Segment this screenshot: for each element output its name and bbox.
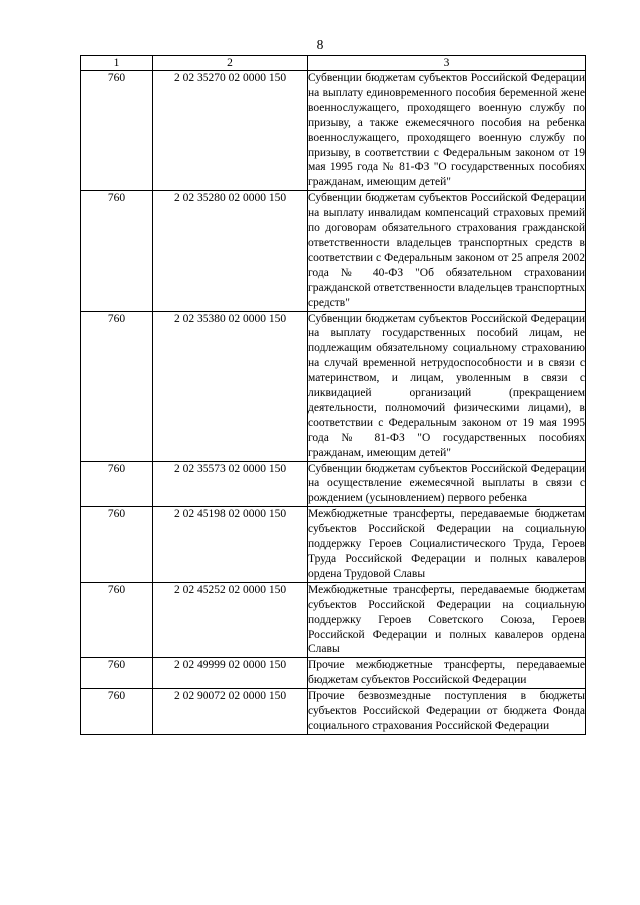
- table-row: [81, 71, 586, 191]
- admin-code-cell: 760: [81, 689, 153, 735]
- column-header-3: 3: [308, 56, 586, 71]
- table-row: [81, 311, 586, 461]
- description-cell: Субвенции бюджетам субъектов Российской Федерации на выплату инвалидам компенсаций страховых премий по договорам обязательного страхования гражданской ответственности владельцев транспортных средств в соответствии с Федеральным законом от 25 апреля 2002 года № 40-ФЗ "Об обязательном страховании гражданской ответственности владельцев транспортных средств": [308, 191, 586, 311]
- revenue-code-cell: 2 02 45252 02 0000 150: [153, 582, 308, 658]
- revenue-code-cell: 2 02 35270 02 0000 150: [153, 71, 308, 191]
- description-cell: Прочие безвозмездные поступления в бюджеты субъектов Российской Федерации от бюджета Фонда социального страхования Российской Федерации: [308, 689, 586, 735]
- revenue-code-cell: 2 02 49999 02 0000 150: [153, 658, 308, 689]
- table-row: [81, 658, 586, 689]
- admin-code-cell: 760: [81, 461, 153, 507]
- table-row: [81, 582, 586, 658]
- revenue-code-cell: 2 02 90072 02 0000 150: [153, 689, 308, 735]
- page-number: 8: [316, 37, 324, 52]
- revenue-code-cell: 2 02 45198 02 0000 150: [153, 507, 308, 583]
- description-cell: Межбюджетные трансферты, передаваемые бюджетам субъектов Российской Федерации на социальную поддержку Героев Социалистического Труда, Героев Труда Российской Федерации и полных кавалеров ордена Трудовой Славы: [308, 507, 586, 583]
- description-cell: Субвенции бюджетам субъектов Российской Федерации на выплату государственных пособий лицам, не подлежащим обязательному социальному страхованию на случай временной нетрудоспособности и в связи с материнством, и лицам, уволенным в связи с ликвидацией организаций (прекращением деятельности, полномочий физическими лицами), в соответствии с Федеральным законом от 19 мая 1995 года № 81-ФЗ "О государственных пособиях гражданам, имеющим детей": [308, 311, 586, 461]
- revenue-code-cell: 2 02 35380 02 0000 150: [153, 311, 308, 461]
- budget-classification-table: [80, 55, 586, 735]
- admin-code-cell: 760: [81, 658, 153, 689]
- admin-code-cell: 760: [81, 311, 153, 461]
- description-cell: Межбюджетные трансферты, передаваемые бюджетам субъектов Российской Федерации на социальную поддержку Героев Советского Союза, Героев Российской Федерации и полных кавалеров ордена Славы: [308, 582, 586, 658]
- description-cell: Прочие межбюджетные трансферты, передаваемые бюджетам субъектов Российской Федерации: [308, 658, 586, 689]
- table-row: [81, 461, 586, 507]
- admin-code-cell: 760: [81, 191, 153, 311]
- column-header-2: 2: [153, 56, 308, 71]
- admin-code-cell: 760: [81, 71, 153, 191]
- table-row: [81, 507, 586, 583]
- table-row: [81, 191, 586, 311]
- revenue-code-cell: 2 02 35573 02 0000 150: [153, 461, 308, 507]
- revenue-code-cell: 2 02 35280 02 0000 150: [153, 191, 308, 311]
- description-cell: Субвенции бюджетам субъектов Российской Федерации на осуществление ежемесячной выплаты в связи с рождением (усыновлением) первого ребенка: [308, 461, 586, 507]
- table-header-row: [81, 56, 586, 71]
- description-cell: Субвенции бюджетам субъектов Российской Федерации на выплату единовременного пособия беременной жене военнослужащего, проходящего военную службу по призыву, а также ежемесячного пособия на ребенка военнослужащего, проходящего военную службу по призыву, в соответствии с Федеральным законом от 19 мая 1995 года № 81-ФЗ "О государственных пособиях гражданам, имеющим детей": [308, 71, 586, 191]
- column-header-1: 1: [81, 56, 153, 71]
- admin-code-cell: 760: [81, 582, 153, 658]
- admin-code-cell: 760: [81, 507, 153, 583]
- table-row: [81, 689, 586, 735]
